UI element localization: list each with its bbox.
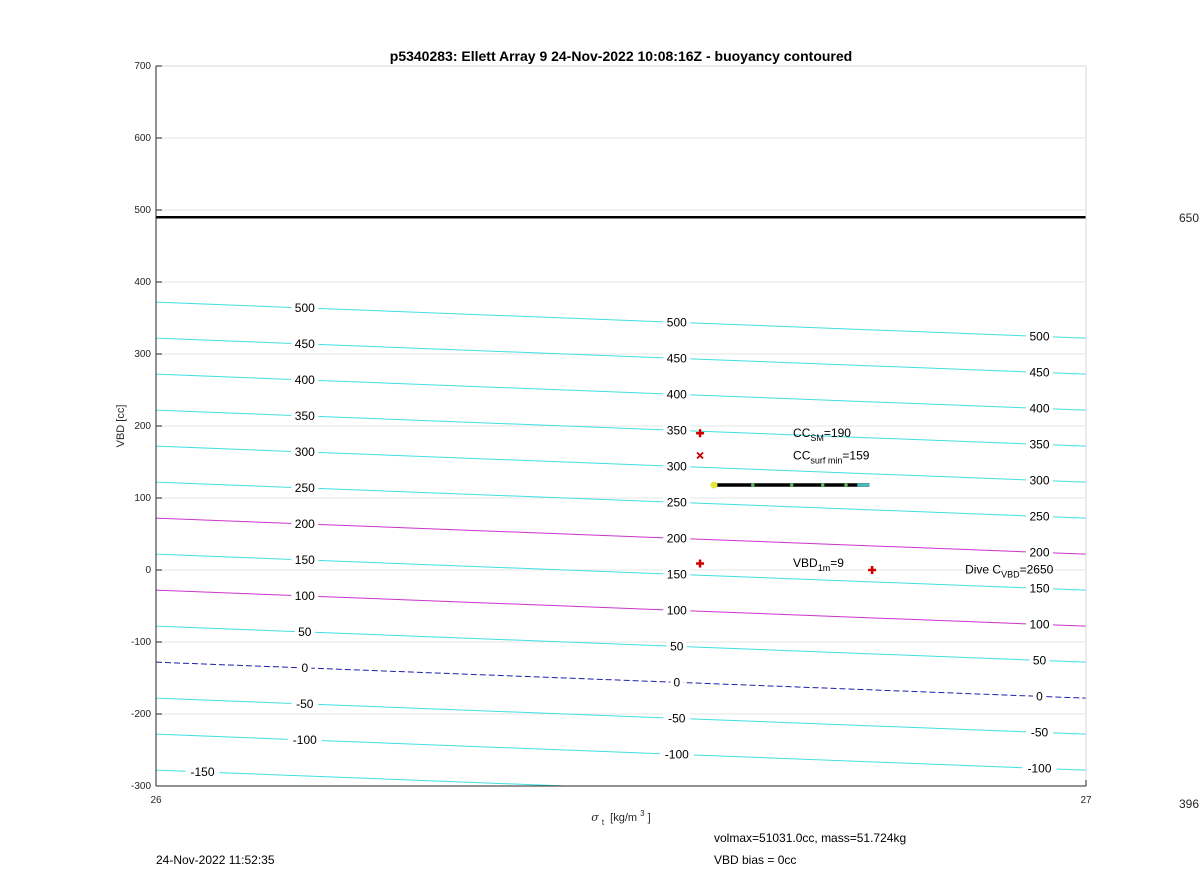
timestamp-text: 24-Nov-2022 11:52:35: [156, 853, 275, 867]
annotation-sub: 1m: [817, 562, 831, 573]
volmax-mass-text: volmax=51031.0cc, mass=51.724kg: [714, 831, 907, 845]
y-tick-label: 300: [134, 349, 151, 360]
contour-label: 250: [666, 495, 687, 510]
contour-label: 200: [666, 531, 687, 546]
y-tick-label: -100: [130, 637, 151, 648]
y-tick-label: -200: [130, 709, 151, 720]
x-axis-label-close: ]: [647, 812, 651, 824]
annotation-value: =2650: [1019, 562, 1054, 577]
y-tick-label: 700: [134, 61, 151, 72]
x-tick-label: 27: [1080, 795, 1092, 806]
y-tick-label: 400: [134, 277, 151, 288]
y-tick-label: 200: [134, 421, 151, 432]
contour-label: -100: [292, 732, 317, 747]
contour-label: 350: [1029, 437, 1050, 452]
annotation-value: =9: [830, 555, 844, 570]
dive-sample-point: [821, 483, 825, 487]
y-tick-label: 600: [134, 133, 151, 144]
contour-label: 100: [1029, 617, 1050, 632]
dive-sample-point: [751, 483, 755, 487]
annotation-main: VBD: [793, 555, 818, 570]
x-axis-label: [591, 807, 650, 828]
contour-label: 150: [1029, 581, 1050, 596]
contour-label: 250: [1029, 509, 1050, 524]
contour-label: -50: [1030, 725, 1049, 740]
contour-label: 400: [1029, 401, 1050, 416]
contour-label: 450: [294, 336, 315, 351]
annotation-value: =159: [842, 448, 870, 463]
contour-label: 400: [666, 387, 687, 402]
contour-label: -100: [664, 747, 689, 762]
contour-label: 300: [666, 459, 687, 474]
annotation-main: Dive C: [965, 562, 1002, 577]
annotation-sub: SM: [810, 433, 824, 444]
annotation-main: CC: [793, 426, 811, 441]
y-tick-label: 0: [145, 565, 151, 576]
x-axis-label-sup: 3: [640, 809, 645, 818]
x-tick-label: 26: [150, 795, 162, 806]
contour-label: 350: [666, 423, 687, 438]
contour-label: 300: [1029, 473, 1050, 488]
contour-label: 450: [666, 351, 687, 366]
contour-label: 500: [666, 315, 687, 330]
contour-label: 100: [294, 588, 315, 603]
contour-label: -100: [1027, 761, 1052, 776]
y-tick-label: -300: [130, 781, 151, 792]
right-label-650: 650: [1178, 211, 1199, 225]
contour-label: -50: [296, 696, 314, 711]
contour-label: 150: [666, 567, 687, 582]
x-axis-label-unit: [kg/m: [610, 812, 638, 824]
contour-label: 50: [1032, 653, 1047, 668]
dive-segment-start: [711, 482, 718, 489]
contour-label: 450: [1029, 365, 1050, 380]
contour-label: 300: [294, 444, 315, 459]
y-axis-label: VBD [cc]: [115, 404, 127, 448]
contour-label: 200: [1029, 545, 1050, 560]
contour-label: 400: [294, 372, 315, 387]
contour-label: 500: [1029, 329, 1050, 344]
contour-label: 0: [1036, 689, 1043, 704]
contour-label: 500: [294, 300, 315, 315]
contour-label: -50: [668, 711, 686, 726]
contour-label: -150: [190, 764, 215, 779]
right-label-396: 396: [1178, 797, 1199, 811]
contour-label: 200: [294, 516, 315, 531]
vbd-bias-text: VBD bias = 0cc: [714, 853, 797, 867]
dive-sample-point: [844, 483, 848, 487]
contour-label: 350: [294, 408, 315, 423]
y-tick-label: 100: [134, 493, 151, 504]
annotation-main: CC: [793, 448, 811, 463]
contour-label: 50: [670, 639, 684, 654]
annotation-sub: VBD: [1001, 569, 1020, 580]
contour-label: 100: [666, 603, 687, 618]
annotation-value: =190: [823, 426, 851, 441]
contour-label: 50: [298, 624, 312, 639]
contour-label: 250: [294, 480, 315, 495]
contour-label: 0: [673, 675, 681, 690]
y-tick-label: 500: [134, 205, 151, 216]
x-axis-label-symbol: σ: [591, 811, 599, 824]
chart-title: p5340283: Ellett Array 9 24-Nov-2022 10:08:16Z - buoyancy contoured: [389, 48, 853, 64]
x-axis-label-sub: t: [601, 818, 605, 827]
contour-label: 0: [301, 660, 309, 675]
contour-label: 150: [294, 552, 315, 567]
annotation-sub: surf min: [810, 455, 843, 466]
dive-sample-point: [790, 483, 794, 487]
